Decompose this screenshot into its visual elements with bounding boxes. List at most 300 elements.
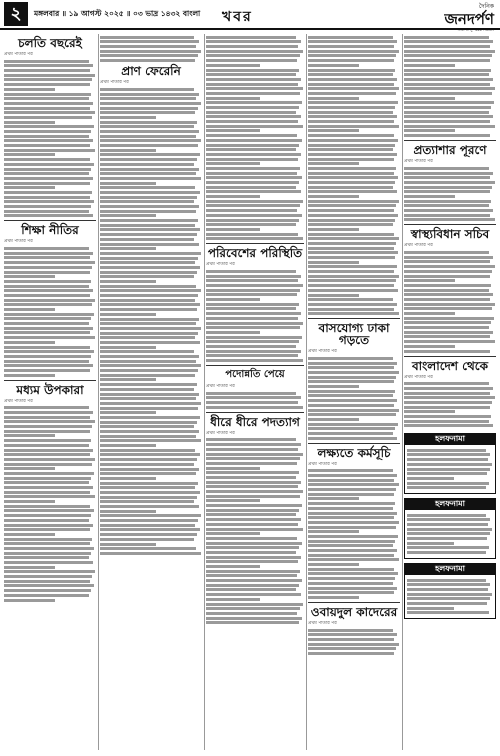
text-line [308,479,394,482]
text-line [308,256,395,259]
text-line [404,172,493,175]
text-line [308,554,394,557]
text-line [308,247,394,250]
article-body [404,36,496,137]
text-line [4,186,55,189]
text-line [206,204,300,207]
article-headline: ওবায়দুল কাদেরের [308,602,400,618]
text-line [4,275,55,278]
text-line [4,261,95,264]
text-line [308,69,395,72]
text-line [4,453,90,456]
text-line [100,111,195,114]
text-line [4,369,90,372]
text-line [404,167,489,170]
text-line [100,543,156,546]
text-line [100,191,200,194]
article-body [404,382,496,427]
text-line [404,69,491,72]
text-line [4,481,89,484]
text-line [206,78,301,81]
text-line [206,453,303,456]
text-line [100,289,201,292]
text-line [4,289,93,292]
article-headline: বাংলাদেশ থেকে [404,356,496,372]
text-line [206,176,302,179]
text-line [308,394,393,397]
text-line [100,182,156,185]
text-line [206,54,300,57]
text-line [100,285,196,288]
text-line [308,540,395,543]
dateline: মঙ্গলবার ॥ ১৯ আগস্ট ২০২৫ ॥ ০৩ ভাদ্র ১৪৩২ বাংলা [34,9,201,18]
text-line [4,533,55,536]
text-line [404,204,489,207]
text-line [100,233,197,236]
text-line [4,191,92,194]
text-line [4,303,92,306]
article-byline: প্রথম পাতার পর [404,374,433,380]
text-line [407,583,490,586]
text-line [4,149,95,152]
text-line [308,237,399,240]
text-line [308,270,394,273]
text-line [404,265,495,268]
text-line [100,186,195,189]
text-line [100,538,194,541]
text-line [206,97,260,100]
text-line [4,566,55,569]
text-line [206,289,300,292]
text-line [308,535,398,538]
text-line [100,439,201,442]
article-headline: শিক্ষা নীতির [4,220,96,236]
text-line [206,401,298,404]
text-line [4,509,94,512]
text-line [100,261,195,264]
text-line [100,50,201,53]
text-line [407,551,486,554]
text-line [206,476,296,479]
text-line [404,78,493,81]
text-line [4,327,93,330]
text-line [206,312,301,315]
text-line [100,383,197,386]
text-line [100,130,199,133]
text-line [308,139,398,142]
text-line [206,172,297,175]
text-line [100,341,200,344]
text-line [4,266,92,269]
text-line [100,416,200,419]
text-line [404,401,492,404]
article-byline: প্রথম পাতার পর [206,384,235,389]
text-line [206,181,299,184]
text-line [100,299,195,302]
text-line [100,374,195,377]
text-line [206,209,297,212]
text-line [4,285,89,288]
text-line [100,45,196,48]
article-body [308,357,400,440]
article-body [206,438,304,624]
text-line [4,444,89,447]
text-line [206,101,302,104]
text-line [404,120,490,123]
text-line [308,376,396,379]
text-line [404,256,493,259]
text-line [100,125,194,128]
text-line [308,493,394,496]
article-headline: পরিবেশের পরিস্থিতি [206,243,304,259]
notice-body [407,449,493,490]
text-line [206,331,260,334]
text-line [308,596,359,599]
text-line [100,153,200,156]
text-line [206,162,260,165]
text-line [407,546,489,549]
text-line [206,307,296,310]
text-line [100,228,200,231]
text-line [4,78,92,81]
text-line [404,331,493,334]
article-byline: প্রথম পাতার পর [308,620,337,626]
text-line [308,40,397,43]
text-line [308,568,394,571]
text-line [4,580,90,583]
text-line [100,355,199,358]
text-line [404,410,455,413]
text-line [308,512,397,515]
text-line [308,64,359,67]
text-line [100,257,198,260]
text-line [404,40,493,43]
article-byline: প্রথম পাতার পর [404,243,433,249]
text-line [308,289,398,292]
text-line [308,233,394,236]
text-line [4,111,95,114]
text-line [206,504,302,507]
text-line [100,402,201,405]
article-body [206,36,304,241]
text-line [206,317,298,320]
text-line [404,406,490,409]
page-number: ২ [4,2,28,26]
column-divider [402,34,403,750]
text-line [4,547,94,550]
text-line [308,223,393,226]
text-line [100,243,199,246]
text-line [206,607,300,610]
text-line [308,633,397,636]
text-line [308,526,396,529]
text-line [308,638,394,641]
text-line [4,116,92,119]
text-line [404,317,494,320]
text-line [4,486,93,489]
text-line [206,322,303,325]
text-line [308,111,393,114]
notice-body [407,579,493,615]
text-line [100,453,200,456]
text-line [404,134,490,137]
text-line [4,458,95,461]
text-line [404,321,491,324]
text-line [100,266,200,269]
text-line [4,64,93,67]
text-line [206,148,296,151]
text-line [4,542,90,545]
text-line [407,528,492,531]
article-headline: লক্ষ্যতে কর্মসূচি [308,443,400,459]
text-line [100,444,156,447]
text-line [206,279,298,282]
text-line [308,265,397,268]
text-line [308,97,359,100]
text-line [404,307,492,310]
text-line [100,360,196,363]
text-line [206,471,299,474]
text-line [407,518,490,521]
text-line [206,485,298,488]
text-line [206,59,297,62]
text-line [100,318,199,321]
text-line [4,449,93,452]
text-line [308,172,394,175]
text-line [308,92,396,95]
text-line [100,214,156,217]
text-line [407,532,490,535]
text-line [100,378,156,381]
text-line [4,495,95,498]
text-line [100,252,201,255]
text-line [404,420,489,423]
article-body [4,406,96,601]
text-line [4,360,89,363]
text-line [206,167,300,170]
text-line [206,200,303,203]
text-line [100,54,198,57]
article-body [4,247,96,377]
text-line [404,289,489,292]
text-line [100,303,200,306]
text-line [206,158,298,161]
text-line [308,549,397,552]
column-3 [206,34,304,750]
text-line [206,111,296,114]
text-line [404,345,455,348]
text-line [308,298,393,301]
text-line [4,350,94,353]
text-line [404,415,491,418]
text-line [4,467,55,470]
text-line [308,488,396,491]
text-line [206,186,296,189]
article-body [100,36,202,62]
text-line [100,271,197,274]
text-line [404,190,490,193]
text-line [404,335,490,338]
text-line [404,392,490,395]
article-byline: প্রথম পাতার পর [308,461,337,467]
text-line [100,393,199,396]
article-headline: চলতি বছরেই [18,36,82,50]
text-line [100,388,194,391]
text-line [4,200,94,203]
text-line [4,308,55,311]
text-line [206,523,298,526]
text-line [404,36,489,39]
text-line [100,407,198,410]
text-line [308,427,395,430]
notice-box [404,574,496,619]
article-headline: ধীরে ধীরে পদত্যাগ [206,412,304,428]
text-line [4,425,92,428]
text-line [4,144,90,147]
text-line [4,519,89,522]
text-line [308,516,394,519]
text-line [206,579,302,582]
notice-bar: হলফনামা [404,433,496,444]
notice-bar: হলফনামা [404,498,496,509]
text-line [308,647,396,650]
text-line [308,544,393,547]
text-line [206,406,303,409]
text-line [308,275,399,278]
text-line [407,463,492,466]
text-line [206,233,298,236]
article-headline: মধ্যম উপকারা [4,380,96,396]
text-line [308,153,397,156]
text-line [100,364,201,367]
text-line [206,598,260,601]
text-line [206,298,260,301]
text-line [4,322,89,325]
text-line [308,357,393,360]
text-line [308,413,396,416]
text-line [100,336,195,339]
article-byline: প্রথম পাতার পর [4,52,33,57]
text-line [308,483,399,486]
text-line [4,434,55,437]
text-line [308,582,393,585]
text-line [100,500,194,503]
text-line [407,477,454,480]
text-line [100,505,199,508]
text-line [206,190,301,193]
text-line [206,270,296,273]
text-line [100,430,199,433]
text-line [404,106,491,109]
text-line [206,284,303,287]
text-line [206,336,302,339]
text-line [404,50,495,53]
text-line [308,186,393,189]
text-line [100,435,196,438]
text-line [404,176,490,179]
text-line [308,162,359,165]
text-line [100,463,194,466]
text-line [206,392,296,395]
text-line [404,54,492,57]
text-line [404,59,490,62]
text-line [308,261,359,264]
text-line [4,514,91,517]
text-line [308,591,394,594]
text-line [308,54,396,57]
text-line [100,496,197,499]
text-line [4,69,90,72]
text-line [308,423,398,426]
text-line [206,125,303,128]
text-line [308,144,395,147]
text-line [4,313,94,316]
text-line [100,219,198,222]
text-line [100,369,198,372]
text-line [4,97,89,100]
text-line [407,486,486,489]
text-line [206,69,299,72]
text-line [4,182,90,185]
text-line [308,497,359,500]
text-line [407,458,488,461]
text-line [4,505,90,508]
text-line [206,537,297,540]
text-line [308,242,396,245]
column-divider [306,34,307,750]
text-line [206,87,303,90]
text-line [404,186,492,189]
text-line [4,205,91,208]
text-line [308,59,394,62]
text-line [4,177,93,180]
text-line [4,416,90,419]
text-line [4,93,91,96]
text-line [308,120,394,123]
text-line [308,106,395,109]
text-line [4,524,93,527]
text-line [308,502,395,505]
text-line [308,214,398,217]
text-line [404,260,490,263]
text-line [100,332,198,335]
text-line [206,129,260,132]
text-line [308,404,394,407]
text-line [206,481,301,484]
text-line [4,406,89,409]
text-line [100,121,197,124]
text-line [404,92,492,95]
text-line [308,36,393,39]
text-line [206,584,299,587]
article-body [308,36,400,316]
text-line [206,275,301,278]
text-line [4,584,94,587]
column-1 [4,34,96,750]
text-line [4,107,90,110]
text-line [308,371,399,374]
text-line [308,303,397,306]
text-line [308,432,393,435]
text-line [100,482,198,485]
text-line [100,40,199,43]
text-line [206,354,298,357]
text-line [4,139,93,142]
text-line [407,607,454,610]
article-body [308,469,400,599]
text-line [308,78,397,81]
text-line [100,294,198,297]
